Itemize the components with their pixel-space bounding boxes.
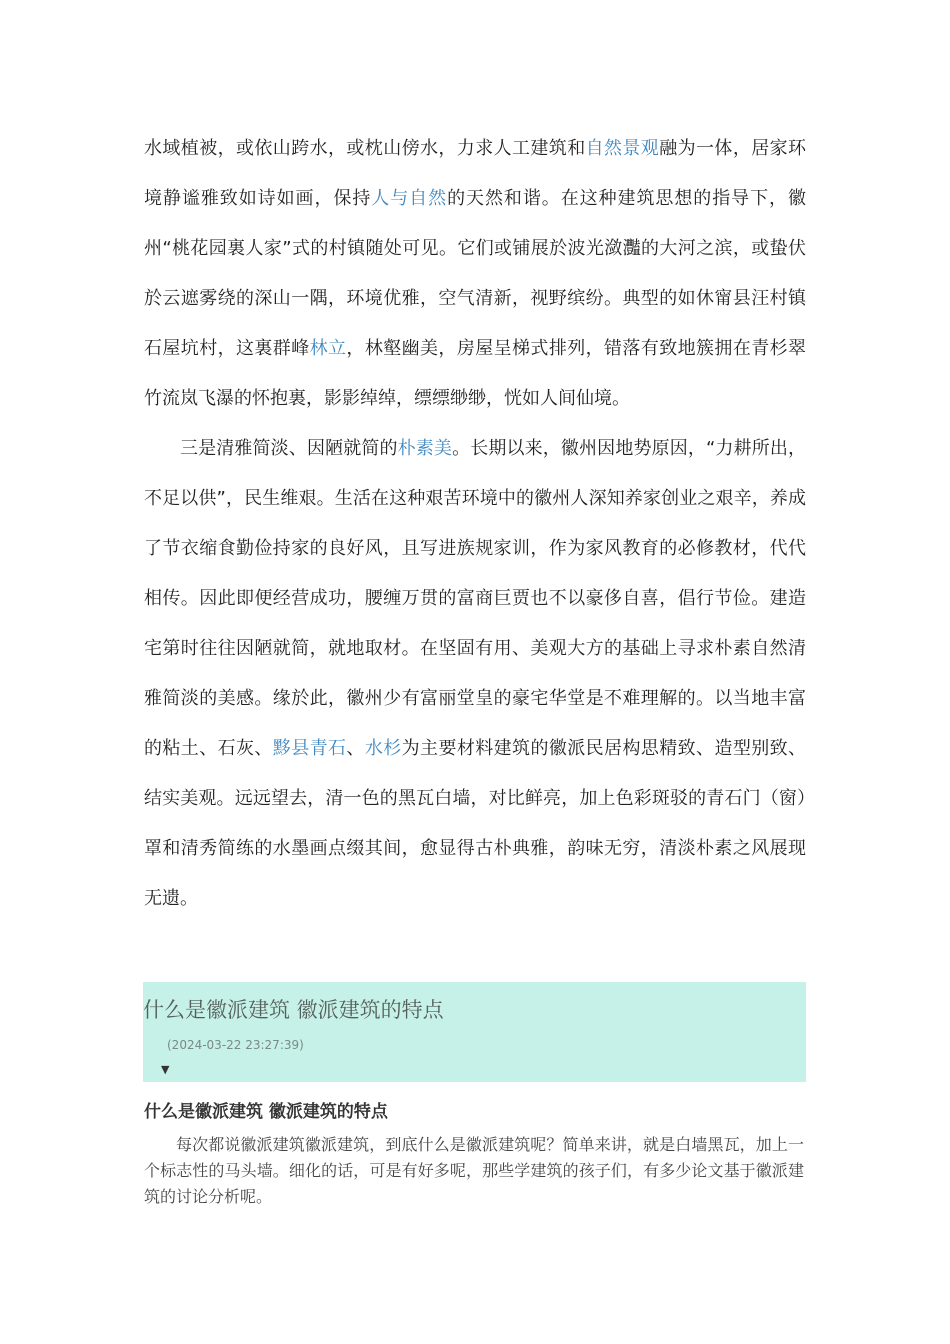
body-paragraph-1: 水域植被，或依山跨水，或枕山傍水，力求人工建筑和自然景观融为一体，居家环境静谧雅致如诗如画，保持人与自然的天然和谐。在这种建筑思想的指导下，徽州“桃花园裏人家”式的村镇随处可见。它们或铺展於波光潋灩的大河之滨，或蛰伏於云遮雾绕的深山一隅，环境优雅，空气清新，视野缤纷。典型的如休甯县汪村镇石屋坑村，这裏群峰林立，林壑幽美，房屋呈梯式排列，错落有致地簇拥在青杉翠竹流岚飞瀑的怀抱裏，影影绰绰，缥缥缈缈，恍如人间仙境。 — [144, 138, 807, 409]
article-header — [143, 982, 806, 1082]
link-pusu-mei[interactable]: 朴素美 — [397, 438, 453, 459]
link-linli[interactable]: 林立 — [309, 338, 347, 359]
article-title[interactable]: 什么是徽派建筑 徽派建筑的特点 — [143, 998, 444, 1022]
link-ren-yu-ziran[interactable]: 人与自然 — [371, 188, 448, 209]
link-shuishan[interactable]: 水杉 — [364, 738, 402, 759]
article-summary: 每次都说徽派建筑徽派建筑，到底什么是徽派建筑呢？简单来讲，就是白墙黑瓦，加上一个标志性的马头墙。细化的话，可是有好多呢，那些学建筑的孩子们，有多少论文基于徽派建筑的讨论分析呢。 — [144, 1135, 804, 1206]
article-date: (2024-03-22 23:27:39) — [167, 1038, 304, 1052]
link-ziran-jingguan[interactable]: 自然景观 — [585, 138, 660, 159]
body-paragraph-2: 三是清雅简淡、因陋就简的朴素美。长期以来，徽州因地势原因，“力耕所出，不足以供”，民生维艰。生活在这种艰苦环境中的徽州人深知养家创业之艰辛，养成了节衣缩食勤俭持家的良好风，且写进族规家训，作为家风教育的必修教材，代代相传。因此即便经营成功，腰缠万贯的富商巨贾也不以豪侈自喜，倡行节俭。建造宅第时往往因陋就简，就地取材。在坚固有用、美观大方的基础上寻求朴素自然清雅简淡的美感。缘於此，徽州少有富丽堂皇的豪宅华堂是不难理解的。以当地丰富的粘土、石灰、黟县青石、水杉为主要材料建筑的徽派民居构思精致、造型别致、结实美观。远远望去，清一色的黑瓦白墙，对比鲜亮，加上色彩斑驳的青石门（窗）罩和清秀简练的水墨画点缀其间，愈显得古朴典雅，韵味无穷，清淡朴素之风展现无遗。 — [144, 438, 807, 909]
article-subheading: 什么是徽派建筑 徽派建筑的特点 — [144, 1102, 388, 1122]
article-body — [144, 124, 806, 924]
triangle-down-icon[interactable]: ▼ — [161, 1063, 170, 1076]
link-yixian-qingshi[interactable]: 黟县青石 — [272, 738, 347, 759]
